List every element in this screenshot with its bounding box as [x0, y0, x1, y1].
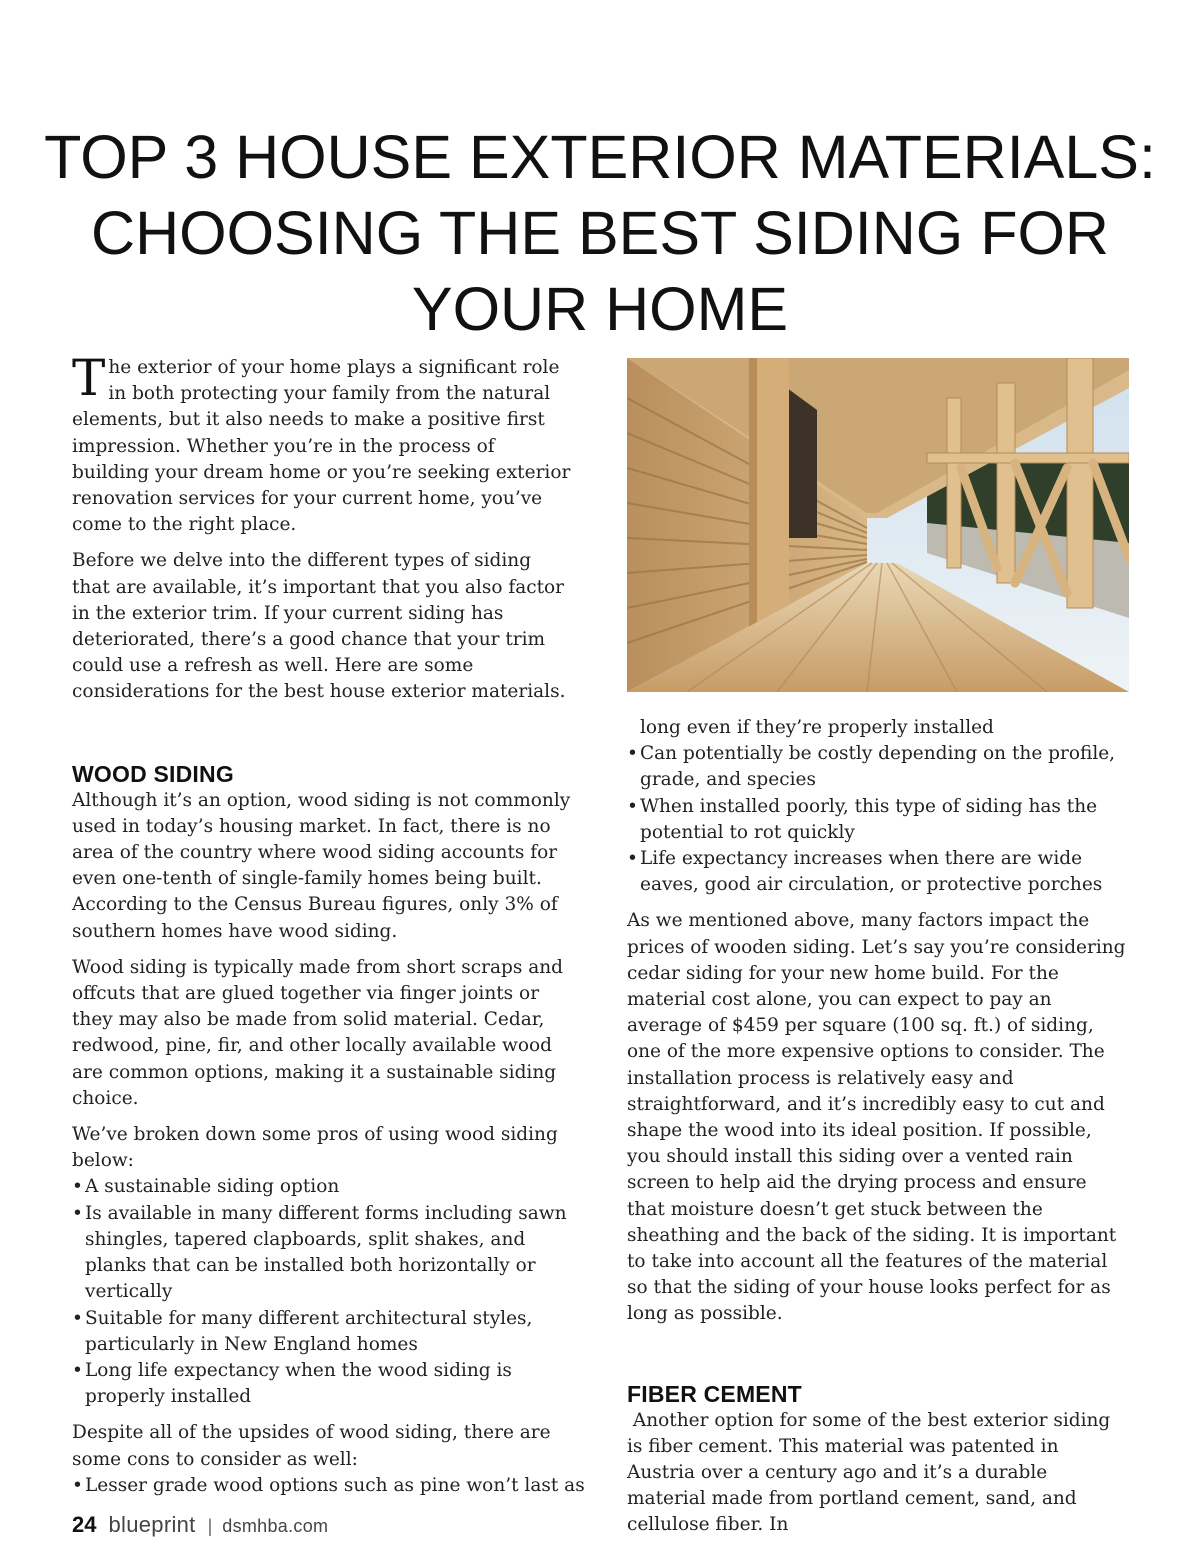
brand-logo: blueprint [108, 1512, 196, 1537]
intro-paragraph-1-text: he exterior of your home plays a significant role in both protecting your family from the natural elements, but it also needs to make a positive first impression. Whether you’re in the process of building your dream home or you’re seeking exterior renovation services for your current home, you’ve come to the right place. [72, 357, 571, 536]
page-footer [72, 1512, 328, 1542]
title-line-2: CHOOSING THE BEST SIDING FOR [91, 198, 1109, 267]
page-title [40, 119, 1160, 347]
wood-paragraph-1: Although it’s an option, wood siding is not commonly used in today’s housing market. In fact, there is no area of the country where wood siding accounts for even one-tenth of single-family homes being built. According to the Census Bureau figures, only 3% of southern homes have wood siding. [72, 789, 571, 942]
intro-paragraph-1 [72, 349, 572, 538]
page-number: 24 [72, 1512, 97, 1537]
pros-list [72, 1174, 572, 1410]
left-column [72, 349, 585, 1509]
fiber-paragraph-1: Another option for some of the best exterior siding is fiber cement. This material was patented in Austria over a century ago and it’s a durable material made from portland cement, sand, and cellulose fiber. In [627, 1409, 1117, 1536]
list-item: • Long life expectancy when the wood siding is properly installed [72, 1358, 572, 1410]
cons-list [627, 715, 1129, 898]
list-item-continued: long even if they’re properly installed [640, 717, 994, 738]
footer-separator: | [207, 1516, 213, 1536]
title-line-1: TOP 3 HOUSE EXTERIOR MATERIALS: [44, 122, 1156, 191]
list-item: • Can potentially be costly depending on the profile, grade, and species [627, 741, 1129, 793]
drop-cap: T [72, 349, 106, 407]
list-item: • Suitable for many different architectural styles, particularly in New England homes [72, 1306, 572, 1358]
wood-paragraph-2: Wood siding is typically made from short scraps and offcuts that are glued together via finger joints or they may also be made from solid material. Cedar, redwood, pine, fir, and other locally available wood are common options, making it a sustainable siding choice. [72, 956, 563, 1109]
fiber-cement-heading: FIBER CEMENT [627, 1380, 802, 1407]
pros-intro: We’ve broken down some pros of using wood siding below: [72, 1124, 558, 1172]
website-link[interactable]: dsmhba.com [222, 1516, 329, 1536]
wood-siding-heading: WOOD SIDING [72, 760, 234, 787]
list-item: • Life expectancy increases when there are wide eaves, good air circulation, or protective porches [627, 846, 1129, 898]
cons-intro: Despite all of the upsides of wood siding, there are some cons to consider as well: [72, 1422, 551, 1470]
cons-list-start [72, 1473, 585, 1499]
wooden-porch-image [627, 358, 1129, 692]
list-item: • Is available in many different forms including sawn shingles, tapered clapboards, split shakes, and planks that can be installed both horizontally or vertically [72, 1201, 572, 1306]
wood-paragraph-3: As we mentioned above, many factors impact the prices of wooden siding. Let’s say you’re considering cedar siding for your new home build. For the material cost alone, you can expect to pay an average of $459 per square (100 sq. ft.) of siding, one of the more expensive options to consider. The installation process is relatively easy and straightforward, and it’s incredibly easy to cut and shape the wood into its ideal position. If possible, you should install this siding over a vented rain screen to help aid the drying process and ensure that moisture doesn’t get stuck between the sheathing and the back of the siding. It is important to take into account all the features of the material so that the siding of your house looks perfect for as long as possible. [627, 910, 1126, 1325]
photo-container [627, 358, 1129, 692]
right-column [627, 715, 1129, 1549]
list-item: • When installed poorly, this type of siding has the potential to rot quickly [627, 794, 1129, 846]
list-item: • A sustainable siding option [72, 1174, 572, 1200]
title-line-3: YOUR HOME [411, 274, 789, 343]
porch-photo [627, 358, 1129, 692]
intro-paragraph-2: Before we delve into the different types of siding that are available, it’s important that you also factor in the exterior trim. If your current siding has deteriorated, there’s a good chance that your trim could use a refresh as well. Here are some considerations for the best house exterior materials. [72, 550, 566, 703]
list-item: • Lesser grade wood options such as pine won’t last as [72, 1473, 572, 1499]
